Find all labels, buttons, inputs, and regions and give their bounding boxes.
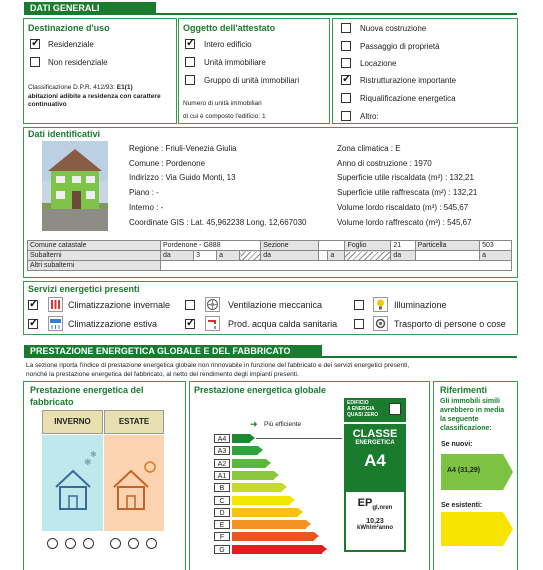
class-label-g: G [214, 545, 230, 554]
classe-value: A4 [364, 451, 386, 470]
classe-label: CLASSE [352, 428, 398, 440]
house-winter-icon [42, 435, 103, 531]
class-bar-f [232, 532, 314, 541]
prestazione-intro-2: nonché la prestazione energetica del fabbricato, al netto del rendimento degli impianti presenti. [26, 371, 299, 378]
residenziale-checkbox[interactable] [30, 39, 40, 49]
motivazione-box [332, 18, 518, 124]
acqua-calda-label: Prod. acqua calda sanitaria [228, 319, 338, 329]
energetica-label: ENERGETICA [355, 440, 395, 446]
house-summer-icon [104, 435, 164, 531]
face-icon-6 [146, 538, 157, 549]
clim-estiva-checkbox[interactable] [28, 319, 38, 329]
passaggio-proprieta-checkbox[interactable] [341, 41, 351, 51]
interno-field: Interno : - [129, 203, 164, 212]
coordinate-gis-field: Coordinate GIS : Lat. 45,962238 Long. 12,667030 [129, 218, 307, 227]
altro-checkbox[interactable] [341, 111, 351, 121]
ventilazione-label: Ventilazione meccanica [228, 300, 323, 310]
nzeb-checkbox[interactable] [389, 403, 401, 415]
catasto-row-altri [28, 261, 512, 271]
face-icon-1 [47, 538, 58, 549]
unita-immobiliare-label: Unità immobiliare [204, 58, 266, 67]
class-bar-b [232, 483, 282, 492]
nuovi-arrow [441, 454, 513, 490]
class-label-e: E [214, 520, 230, 529]
header-rule [24, 13, 517, 15]
class-label-d: D [214, 508, 230, 517]
zona-climatica-field: Zona climatica : E [337, 144, 401, 153]
locazione-checkbox[interactable] [341, 58, 351, 68]
gruppo-unita-label: Gruppo di unità immobiliari [204, 76, 300, 85]
fabbricato-title-1: Prestazione energetica del [30, 385, 144, 395]
ep-value: 10,23 [366, 518, 384, 526]
ep-unit: kWh/m²anno [357, 525, 393, 532]
particella-label: Particella [415, 241, 479, 251]
clim-invernale-label: Climatizzazione invernale [68, 300, 171, 310]
intero-edificio-label: Intero edificio [204, 40, 252, 49]
prestazione-intro-1: La sezione riporta l'indice di prestazione energetica globale non rinnovabile in funzione del fabbricato e dei servizi energetici presenti, [26, 362, 410, 369]
regione-field: Regione : Friuli-Venezia Giulia [129, 144, 237, 153]
intero-edificio-checkbox[interactable] [185, 39, 195, 49]
ep-subscript: gl,nren [372, 505, 393, 512]
lightbulb-icon [373, 297, 388, 312]
oggetto-title: Oggetto dell'attestato [183, 23, 276, 33]
classificazione-desc-2: continuativo [28, 101, 67, 108]
particella-value: 503 [480, 241, 512, 251]
sezione-label: Sezione [261, 241, 319, 251]
ristrutturazione-checkbox[interactable] [341, 75, 351, 85]
class-pointer-line [256, 438, 342, 439]
clim-invernale-checkbox[interactable] [28, 300, 38, 310]
nuovi-value: A4 (31,29) [447, 467, 481, 474]
nuova-costruzione-checkbox[interactable] [341, 23, 351, 33]
oggetto-box [178, 18, 330, 124]
non-residenziale-checkbox[interactable] [30, 57, 40, 67]
radiator-icon [48, 297, 63, 312]
fabbricato-title-2: fabbricato [30, 397, 74, 407]
face-icon-4 [110, 538, 121, 549]
catasto-row-comune [28, 241, 512, 251]
building-photo [42, 141, 108, 231]
class-bar-c [232, 496, 290, 505]
numero-unita-label-2: di cui è composto l'edificio: 1 [183, 113, 266, 120]
class-bar-e [232, 520, 306, 529]
class-label-b: B [214, 483, 230, 492]
class-label-a4: A4 [214, 434, 230, 443]
ep-box [344, 490, 406, 552]
superficie-riscaldata-field: Superficie utile riscaldata (m²) : 132,21 [337, 173, 474, 182]
residenziale-label: Residenziale [48, 40, 94, 49]
illuminazione-label: Illuminazione [394, 300, 447, 310]
subalterni-da-value: 3 [194, 251, 217, 261]
catasto-table [27, 240, 512, 271]
catasto-row-subalterni: Subalterni da 3 a da a da a [28, 251, 512, 261]
class-bar-a4 [232, 434, 250, 443]
servizi-title: Servizi energetici presenti [28, 284, 140, 294]
estate-panel [104, 435, 164, 531]
dati-identificativi-title: Dati identificativi [28, 129, 101, 139]
comune-catastale-label: Comune catastale [28, 241, 161, 251]
class-label-a1: A1 [214, 471, 230, 480]
numero-unita-label-1: Numero di unità immobiliari [183, 100, 262, 107]
illuminazione-checkbox[interactable] [354, 300, 364, 310]
class-label-a3: A3 [214, 446, 230, 455]
riqualificazione-label: Riqualificazione energetica [360, 94, 456, 103]
comune-field: Comune : Pordenone [129, 159, 206, 168]
riqualificazione-checkbox[interactable] [341, 93, 351, 103]
altro-label: Altro: [360, 112, 379, 121]
destinazione-title: Destinazione d'uso [28, 23, 110, 33]
esistenti-arrow [441, 512, 513, 546]
fan-icon [205, 297, 220, 312]
header-rule-2 [24, 356, 517, 358]
foglio-value: 21 [391, 241, 415, 251]
edificio-nzeb-box: EDIFICIO A ENERGIA QUASI ZERO [344, 398, 406, 422]
inverno-panel [42, 435, 103, 531]
dati-generali-title: DATI GENERALI [30, 3, 100, 13]
riferimenti-title: Riferimenti [440, 385, 488, 395]
class-label-c: C [214, 496, 230, 505]
se-esistenti-label: Se esistenti: [441, 502, 483, 509]
locazione-label: Locazione [360, 59, 397, 68]
volume-riscaldato-field: Volume lordo riscaldato (m³) : 545,67 [337, 203, 469, 212]
subalterni-label: Subalterni [28, 251, 161, 261]
classe-energetica-box [344, 424, 406, 490]
ristrutturazione-label: Ristrutturazione importante [360, 76, 457, 85]
piu-efficiente-label: Più efficiente [264, 421, 302, 428]
trasporto-checkbox[interactable] [354, 319, 364, 329]
face-icon-2 [65, 538, 76, 549]
classificazione-desc-1: abitazioni adibite a residenza con carattere [28, 93, 161, 100]
comune-catastale-value: Pordenone - G888 [161, 241, 261, 251]
acqua-calda-checkbox[interactable] [185, 319, 195, 329]
gruppo-unita-checkbox[interactable] [185, 75, 195, 85]
non-residenziale-label: Non residenziale [48, 58, 108, 67]
nuova-costruzione-label: Nuova costruzione [360, 24, 427, 33]
piano-field: Piano : - [129, 188, 159, 197]
class-label-f: F [214, 532, 230, 541]
foglio-label: Foglio [345, 241, 391, 251]
altri-subalterni-label: Altri subalterni [28, 261, 161, 271]
prestazione-header-title: PRESTAZIONE ENERGETICA GLOBALE E DEL FABBRICATO [30, 346, 291, 356]
ep-label: EP [357, 497, 373, 509]
class-bar-a3 [232, 446, 258, 455]
clim-estiva-label: Climatizzazione estiva [68, 319, 158, 329]
globale-title: Prestazione energetica globale [194, 385, 327, 395]
class-bar-a2 [232, 459, 266, 468]
trasporto-label: Trasporto di persone o cose [394, 319, 506, 329]
classificazione-label: Classificazione D.P.R. 412/93: E1(1) [28, 84, 133, 91]
face-icon-5 [128, 538, 139, 549]
passaggio-proprieta-label: Passaggio di proprietà [360, 42, 440, 51]
face-icon-3 [83, 538, 94, 549]
riferimenti-text: Gli immobili simili avrebbero in media la seguente classificazione: [440, 398, 505, 432]
svg-text:✱: ✱ [90, 450, 97, 459]
arrow-up-icon: ➜ [250, 419, 258, 429]
estate-header: ESTATE [104, 410, 164, 434]
unita-immobiliare-checkbox[interactable] [185, 57, 195, 67]
indirizzo-field: Indirizzo : Via Guido Monti, 13 [129, 173, 236, 182]
se-nuovi-label: Se nuovi: [441, 441, 473, 448]
class-label-a2: A2 [214, 459, 230, 468]
superficie-raffrescata-field: Superficie utile raffrescata (m²) : 132,21 [337, 188, 478, 197]
faucet-icon [205, 316, 220, 331]
volume-raffrescato-field: Volume lordo raffrescato (m³) : 545,67 [337, 218, 472, 227]
destinazione-box [23, 18, 177, 124]
class-bar-g [232, 545, 322, 554]
air-conditioning-icon [48, 316, 63, 331]
anno-costruzione-field: Anno di costruzione : 1970 [337, 159, 432, 168]
inverno-header: INVERNO [42, 410, 103, 434]
class-bar-a1 [232, 471, 274, 480]
elevator-icon [373, 316, 388, 331]
svg-text:✱: ✱ [84, 457, 92, 467]
class-bar-d [232, 508, 298, 517]
ventilazione-checkbox[interactable] [185, 300, 195, 310]
